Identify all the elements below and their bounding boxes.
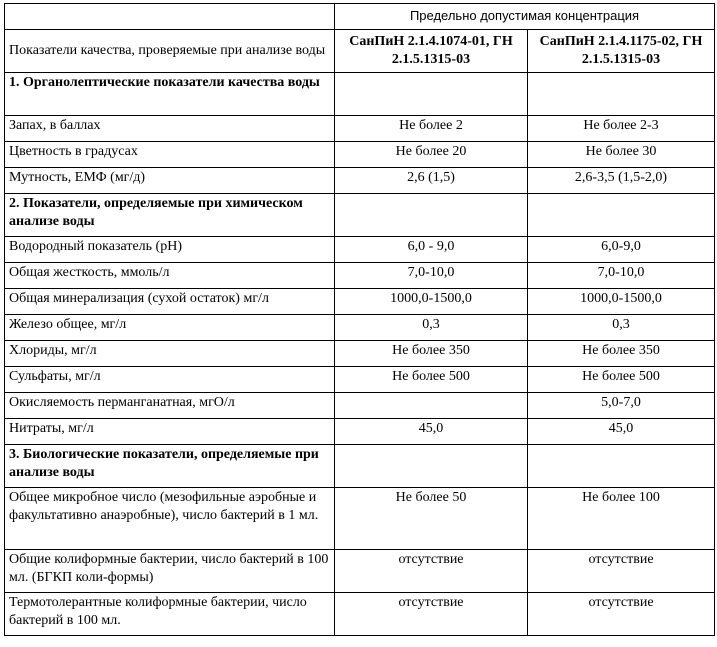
table-row [5,142,715,168]
value-sanpin-1175: Не более 350 [528,341,715,367]
header-indicator-column: Показатели качества, проверяемые при анализе воды [5,30,335,73]
section-row [5,445,715,488]
indicator-name: Общие колиформные бактерии, число бактерий в 100 мл. (БГКП коли-формы) [5,550,335,593]
table-row [5,341,715,367]
value-sanpin-1175: 5,0-7,0 [528,393,715,419]
value-sanpin-1074: отсутствие [335,550,528,593]
value-sanpin-1074: Не более 20 [335,142,528,168]
table-row [5,168,715,194]
section-title: 1. Органолептические показатели качества воды [5,73,335,116]
indicator-name: Водородный показатель (pH) [5,237,335,263]
section-title: 2. Показатели, определяемые при химическом анализе воды [5,194,335,237]
indicator-name: Запах, в баллах [5,116,335,142]
value-sanpin-1074: 7,0-10,0 [335,263,528,289]
value-sanpin-1074: 45,0 [335,419,528,445]
value-sanpin-1074 [335,73,528,116]
value-sanpin-1175: отсутствие [528,593,715,636]
value-sanpin-1074: Не более 500 [335,367,528,393]
table-row [5,289,715,315]
value-sanpin-1074: 0,3 [335,315,528,341]
value-sanpin-1074 [335,445,528,488]
section-row [5,73,715,116]
indicator-name: Общее микробное число (мезофильные аэробные и факультативно анаэробные), число бактерий в 1 мл. [5,488,335,550]
value-sanpin-1175: Не более 2-3 [528,116,715,142]
value-sanpin-1074: 2,6 (1,5) [335,168,528,194]
table-row [5,593,715,636]
value-sanpin-1074 [335,393,528,419]
value-sanpin-1074: 6,0 - 9,0 [335,237,528,263]
table-header-group-row [5,4,715,30]
value-sanpin-1074 [335,194,528,237]
table-row [5,550,715,593]
table-row [5,393,715,419]
indicator-name: Общая жесткость, ммоль/л [5,263,335,289]
indicator-name: Общая минерализация (сухой остаток) мг/л [5,289,335,315]
table-row [5,367,715,393]
table-header-row [5,30,715,73]
header-sanpin-1175: СанПиН 2.1.4.1175-02, ГН 2.1.5.1315-03 [528,30,715,73]
value-sanpin-1175 [528,194,715,237]
table-row [5,419,715,445]
table-row [5,237,715,263]
value-sanpin-1175: 2,6-3,5 (1,5-2,0) [528,168,715,194]
section-title: 3. Биологические показатели, определяемые при анализе воды [5,445,335,488]
table-row [5,488,715,550]
value-sanpin-1175 [528,73,715,116]
indicator-name: Сульфаты, мг/л [5,367,335,393]
value-sanpin-1074: Не более 2 [335,116,528,142]
indicator-name: Окисляемость перманганатная, мгО/л [5,393,335,419]
table-row [5,315,715,341]
value-sanpin-1074: Не более 50 [335,488,528,550]
header-empty-cell [5,4,335,30]
header-sanpin-1074: СанПиН 2.1.4.1074-01, ГН 2.1.5.1315-03 [335,30,528,73]
value-sanpin-1074: Не более 350 [335,341,528,367]
value-sanpin-1175: 7,0-10,0 [528,263,715,289]
value-sanpin-1074: 1000,0-1500,0 [335,289,528,315]
indicator-name: Мутность, ЕМФ (мг/д) [5,168,335,194]
header-group-label: Предельно допустимая концентрация [335,4,715,30]
water-quality-table [4,3,715,636]
value-sanpin-1175: 0,3 [528,315,715,341]
table-row [5,116,715,142]
table-row [5,263,715,289]
value-sanpin-1175: 6,0-9,0 [528,237,715,263]
value-sanpin-1175: 45,0 [528,419,715,445]
value-sanpin-1074: отсутствие [335,593,528,636]
indicator-name: Хлориды, мг/л [5,341,335,367]
value-sanpin-1175: 1000,0-1500,0 [528,289,715,315]
value-sanpin-1175: Не более 500 [528,367,715,393]
indicator-name: Термотолерантные колиформные бактерии, число бактерий в 100 мл. [5,593,335,636]
value-sanpin-1175: Не более 100 [528,488,715,550]
value-sanpin-1175: Не более 30 [528,142,715,168]
value-sanpin-1175: отсутствие [528,550,715,593]
indicator-name: Нитраты, мг/л [5,419,335,445]
indicator-name: Цветность в градусах [5,142,335,168]
indicator-name: Железо общее, мг/л [5,315,335,341]
value-sanpin-1175 [528,445,715,488]
section-row [5,194,715,237]
